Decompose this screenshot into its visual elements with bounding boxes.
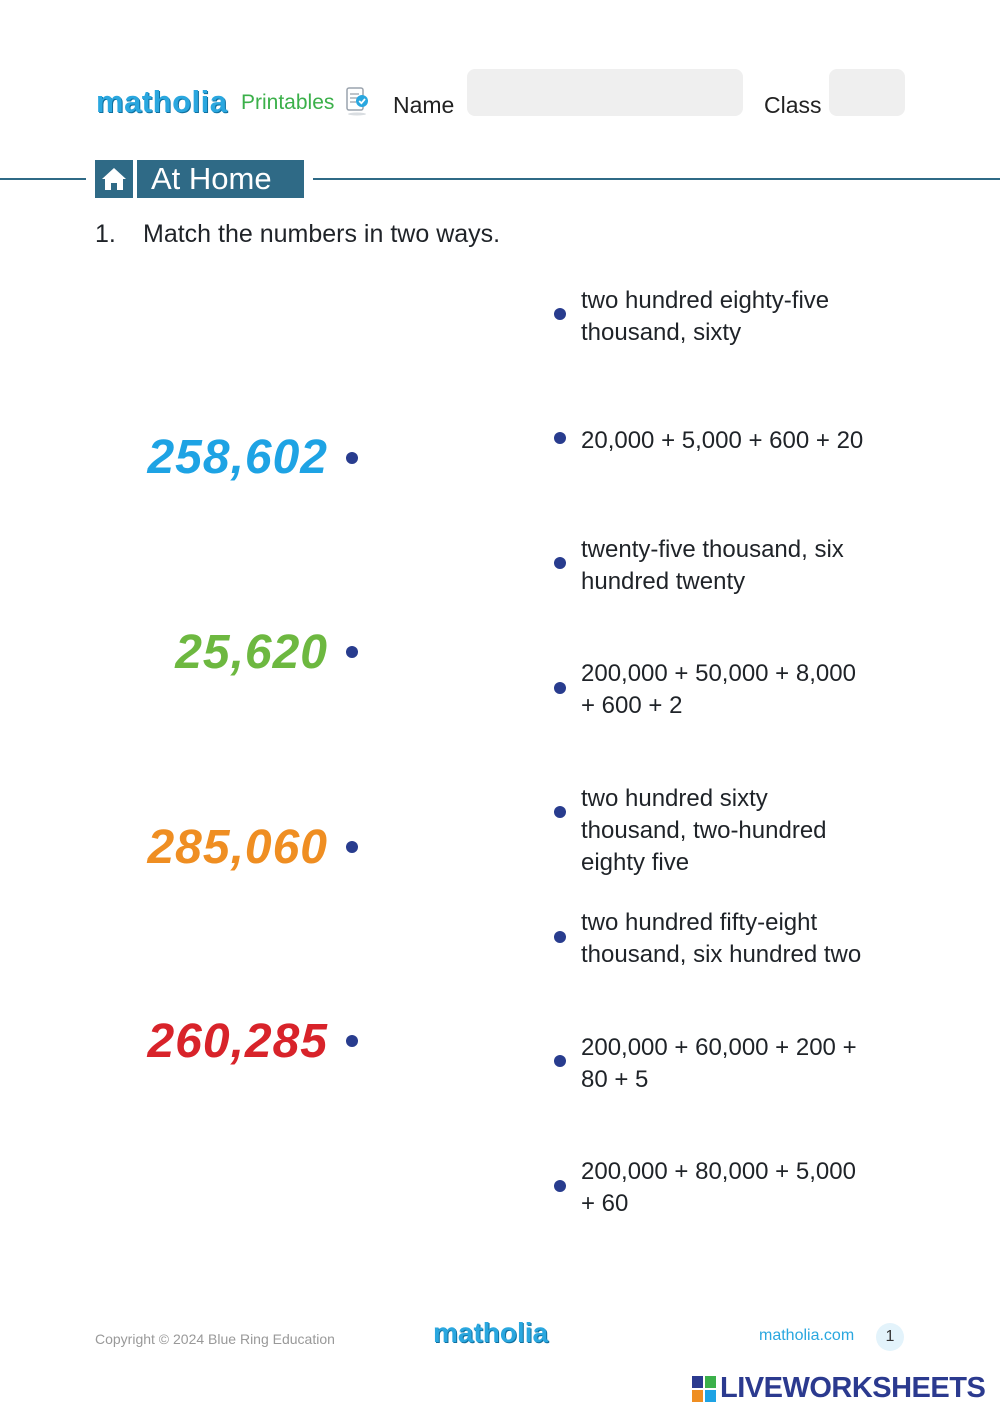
option-expanded-form [581, 1032, 911, 1096]
match-dot-right[interactable] [554, 1180, 566, 1192]
footer-matholia-logo: matholia [433, 1317, 549, 1348]
document-check-icon [345, 86, 369, 116]
home-icon [99, 164, 129, 194]
number-260285: 260,285 [147, 1015, 328, 1068]
footer-site-link[interactable]: matholia.com [759, 1327, 855, 1344]
option-line: hundred twenty [581, 568, 746, 595]
option-word-form [581, 534, 911, 598]
question-text: Match the numbers in two ways. [143, 220, 501, 248]
section-rule-right [313, 178, 1000, 180]
option-word-form [581, 907, 911, 971]
name-field[interactable] [467, 69, 743, 116]
option-line: two hundred fifty-eight [581, 909, 818, 936]
match-dot-right[interactable] [554, 682, 566, 694]
number-285060: 285,060 [147, 821, 328, 874]
class-field[interactable] [829, 69, 905, 116]
option-line: 200,000 + 60,000 + 200 + [581, 1034, 857, 1061]
option-line: 200,000 + 80,000 + 5,000 [581, 1158, 856, 1185]
match-dot-right[interactable] [554, 1055, 566, 1067]
section-title: At Home [137, 160, 304, 198]
option-line: 80 + 5 [581, 1066, 649, 1093]
match-dot-right[interactable] [554, 557, 566, 569]
match-dot-left[interactable] [346, 1035, 358, 1047]
class-label: Class [764, 92, 822, 118]
option-line: + 60 [581, 1190, 629, 1217]
option-line: thousand, six hundred two [581, 941, 862, 968]
match-dot-right[interactable] [554, 931, 566, 943]
match-dot-left[interactable] [346, 841, 358, 853]
option-line: two hundred sixty [581, 785, 768, 812]
option-expanded-form [581, 425, 911, 457]
match-dot-left[interactable] [346, 452, 358, 464]
match-dot-right[interactable] [554, 806, 566, 818]
option-line: + 600 + 2 [581, 692, 683, 719]
option-expanded-form [581, 1156, 911, 1220]
option-line: 20,000 + 5,000 + 600 + 20 [581, 427, 864, 454]
match-dot-left[interactable] [346, 646, 358, 658]
match-dot-right[interactable] [554, 432, 566, 444]
liveworksheets-brand: LIVEWORKSHEETS [720, 1372, 986, 1404]
name-label: Name [393, 92, 455, 118]
option-expanded-form [581, 658, 911, 722]
match-dot-right[interactable] [554, 308, 566, 320]
option-line: 200,000 + 50,000 + 8,000 [581, 660, 856, 687]
option-line: two hundred eighty-five [581, 287, 830, 314]
page-number-badge: 1 [876, 1323, 904, 1351]
question-number: 1. [95, 220, 116, 248]
printables-label: Printables [241, 91, 335, 114]
option-line: eighty five [581, 849, 690, 876]
option-line: thousand, sixty [581, 319, 742, 346]
copyright-text: Copyright © 2024 Blue Ring Education [95, 1331, 335, 1347]
matholia-logo: matholia [96, 84, 228, 119]
option-line: thousand, two-hundred [581, 817, 827, 844]
option-word-form [581, 285, 911, 349]
option-word-form [581, 783, 911, 879]
section-rule-left [0, 178, 86, 180]
option-line: twenty-five thousand, six [581, 536, 844, 563]
liveworksheets-logo-icon [692, 1376, 716, 1402]
number-25620: 25,620 [175, 626, 328, 679]
number-258602: 258,602 [147, 431, 328, 484]
